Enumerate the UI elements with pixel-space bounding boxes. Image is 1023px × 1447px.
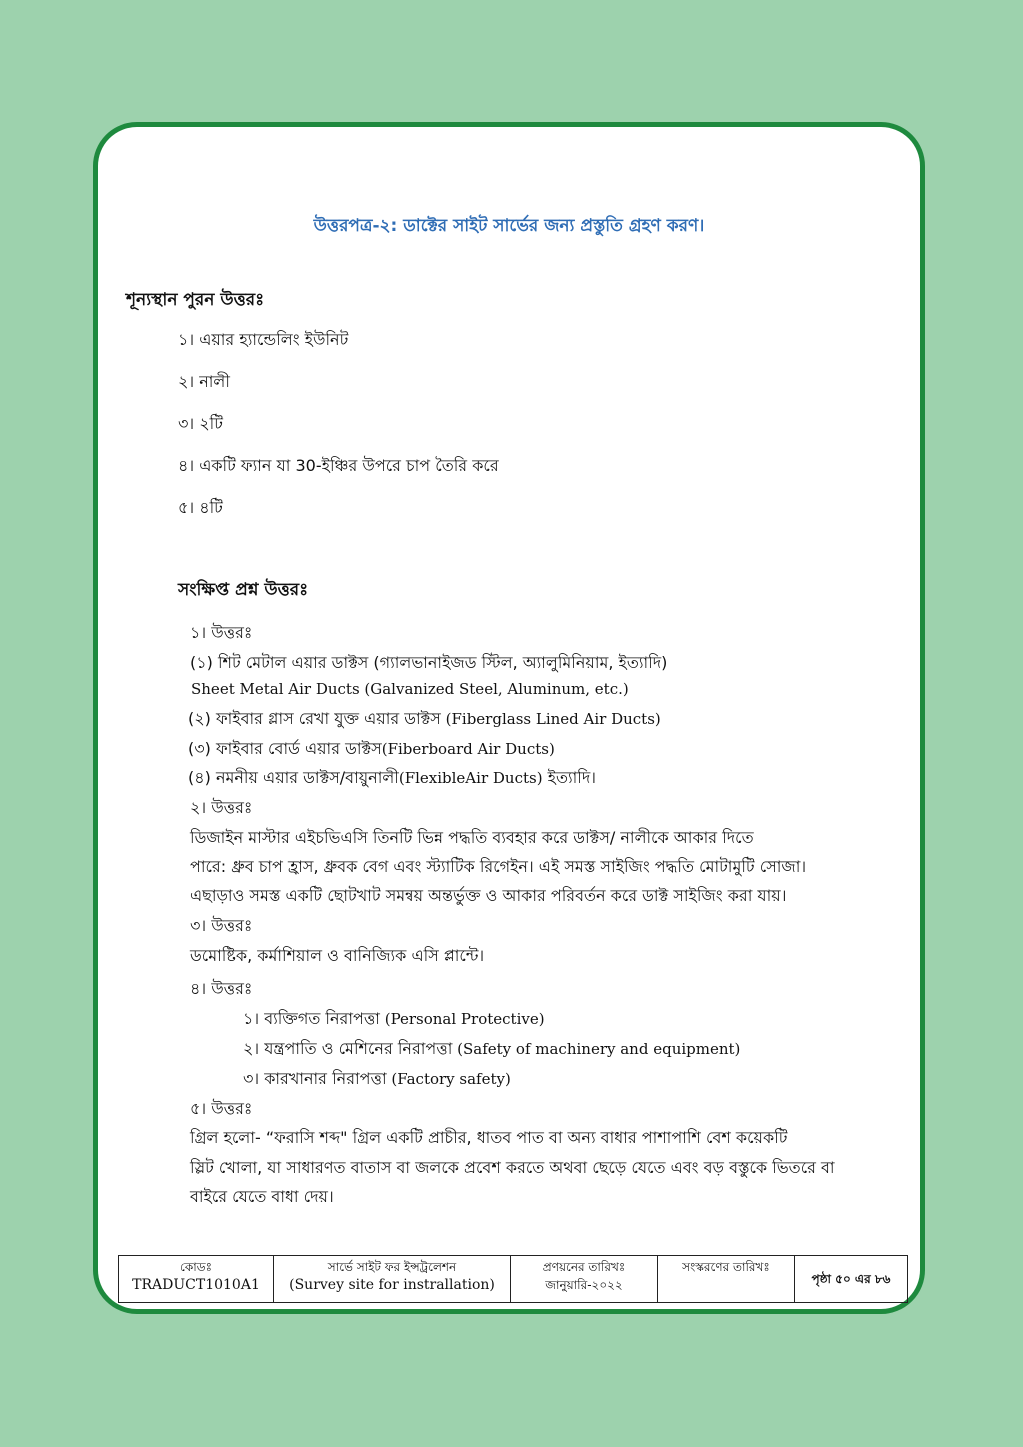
fill-blank-answer: ৩। ২টি xyxy=(178,414,223,433)
footer-code-cell xyxy=(119,1256,274,1303)
q4-item xyxy=(243,1036,740,1063)
footer-revision-label: সংস্করণের তারিখঃ xyxy=(682,1260,770,1274)
footer-code-label: কোডঃ xyxy=(180,1260,212,1274)
fill-blank-answer: ২। নালী xyxy=(178,372,230,391)
q5-line: গ্রিল হলো- “ফরাসি শব্দ" গ্রিল একটি প্রাচীর, ধাতব পাত বা অন্য বাধার পাশাপাশি বেশ কয়েকটি xyxy=(190,1128,788,1147)
q4-item-en: (Factory safety) xyxy=(386,1070,511,1088)
fill-blank-answer: ১। এয়ার হ্যান্ডেলিং ইউনিট xyxy=(178,330,349,349)
fill-blank-heading: শূন্যস্থান পুরন উত্তরঃ xyxy=(126,290,265,310)
q1-line-bn: (৩) ফাইবার বোর্ড এয়ার ডাক্টস xyxy=(188,739,382,758)
footer-code-value: TRADUCT1010A1 xyxy=(132,1277,260,1293)
q5-label: ৫। উত্তরঃ xyxy=(190,1099,253,1118)
q4-label: ৪। উত্তরঃ xyxy=(190,979,253,998)
q4-item-bn: ১। ব্যক্তিগত নিরাপত্তা xyxy=(243,1009,380,1028)
short-answer-heading: সংক্ষিপ্ত প্রশ্ন উত্তরঃ xyxy=(178,580,309,600)
q1-line-en: (Fiberglass Lined Air Ducts) xyxy=(440,710,661,728)
q1-line-bn: ইত্যাদি। xyxy=(542,768,596,787)
q3-answer: ডমোষ্টিক, কর্মাশিয়াল ও বানিজ্যিক এসি প্লান্টে। xyxy=(190,946,485,965)
q2-line: পারে: ধ্রুব চাপ হ্রাস, ধ্রুবক বেগ এবং স্ট্যাটিক রিগেইন। এই সমস্ত সাইজিং পদ্ধতি মোটামুটি সোজা। xyxy=(190,857,807,876)
q1-line: (১) শিট মেটাল এয়ার ডাক্টস (গ্যালভানাইজড স্টিল, অ্যালুমিনিয়াম, ইত্যাদি) xyxy=(190,653,668,672)
q1-line: Sheet Metal Air Ducts (Galvanized Steel, Aluminum, etc.) xyxy=(191,680,629,698)
q4-item xyxy=(243,1066,511,1093)
footer-module-en: (Survey site for instrallation) xyxy=(289,1277,495,1293)
footer-module-bn: সার্ভে সাইট ফর ইন্সট্রলেশন xyxy=(327,1260,457,1274)
q3-label: ৩। উত্তরঃ xyxy=(190,916,253,935)
page-title: উত্তরপত্র-২: ডাক্টের সাইট সার্ভের জন্য প্রস্তুতি গ্রহণ করণ। xyxy=(313,216,705,236)
q1-line-bn: (২) ফাইবার গ্লাস রেখা যুক্ত এয়ার ডাক্টস xyxy=(188,709,441,728)
fill-blank-answer: ৫। ৪টি xyxy=(178,498,223,517)
q1-line xyxy=(188,736,555,763)
q5-line: স্লিট খোলা, যা সাধারণত বাতাস বা জলকে প্রবেশ করতে অথবা ছেড়ে যেতে এবং বড় বস্তুকে ভিতরে বা xyxy=(190,1158,835,1177)
footer-page-number: পৃষ্ঠা ৫০ এর ৮৬ xyxy=(795,1256,908,1303)
q1-label: ১। উত্তরঃ xyxy=(190,623,253,642)
footer-prep-label: প্রণয়নের তারিখঃ xyxy=(542,1260,626,1274)
q2-label: ২। উত্তরঃ xyxy=(190,798,253,817)
q4-item-en: (Personal Protective) xyxy=(379,1010,545,1028)
q1-line-bn: (৪) নমনীয় এয়ার ডাক্টস/বায়ুনালী xyxy=(188,768,399,787)
answer-sheet-card xyxy=(93,122,925,1314)
footer-prep-cell xyxy=(511,1256,658,1303)
q4-item-bn: ৩। কারখানার নিরাপত্তা xyxy=(243,1069,387,1088)
q4-item-en: (Safety of machinery and equipment) xyxy=(452,1040,741,1058)
q4-item-bn: ২। যন্ত্রপাতি ও মেশিনের নিরাপত্তা xyxy=(243,1039,453,1058)
q5-line: বাইরে যেতে বাধা দেয়। xyxy=(190,1187,334,1206)
fill-blank-answer: ৪। একটি ফ্যান যা 30-ইঞ্চির উপরে চাপ তৈরি করে xyxy=(178,456,499,475)
q1-line-en: (FlexibleAir Ducts) xyxy=(398,769,543,787)
footer-revision-cell xyxy=(658,1256,795,1303)
footer-prep-value: জানুয়ারি-২০২২ xyxy=(545,1278,623,1292)
q1-line-en: (Fiberboard Air Ducts) xyxy=(381,740,555,758)
q4-item xyxy=(243,1006,545,1033)
q1-line xyxy=(188,765,596,792)
q2-line: এছাড়াও সমস্ত একটি ছোটখাট সমন্বয় অন্তর্ভুক্ত ও আকার পরিবর্তন করে ডাক্ট সাইজিং করা যায়। xyxy=(190,886,787,905)
footer-module-cell xyxy=(274,1256,511,1303)
footer-table xyxy=(118,1255,908,1303)
q1-line xyxy=(188,706,661,733)
q2-line: ডিজাইন মাস্টার এইচভিএসি তিনটি ভিন্ন পদ্ধতি ব্যবহার করে ডাক্টস/ নালীকে আকার দিতে xyxy=(190,828,754,847)
